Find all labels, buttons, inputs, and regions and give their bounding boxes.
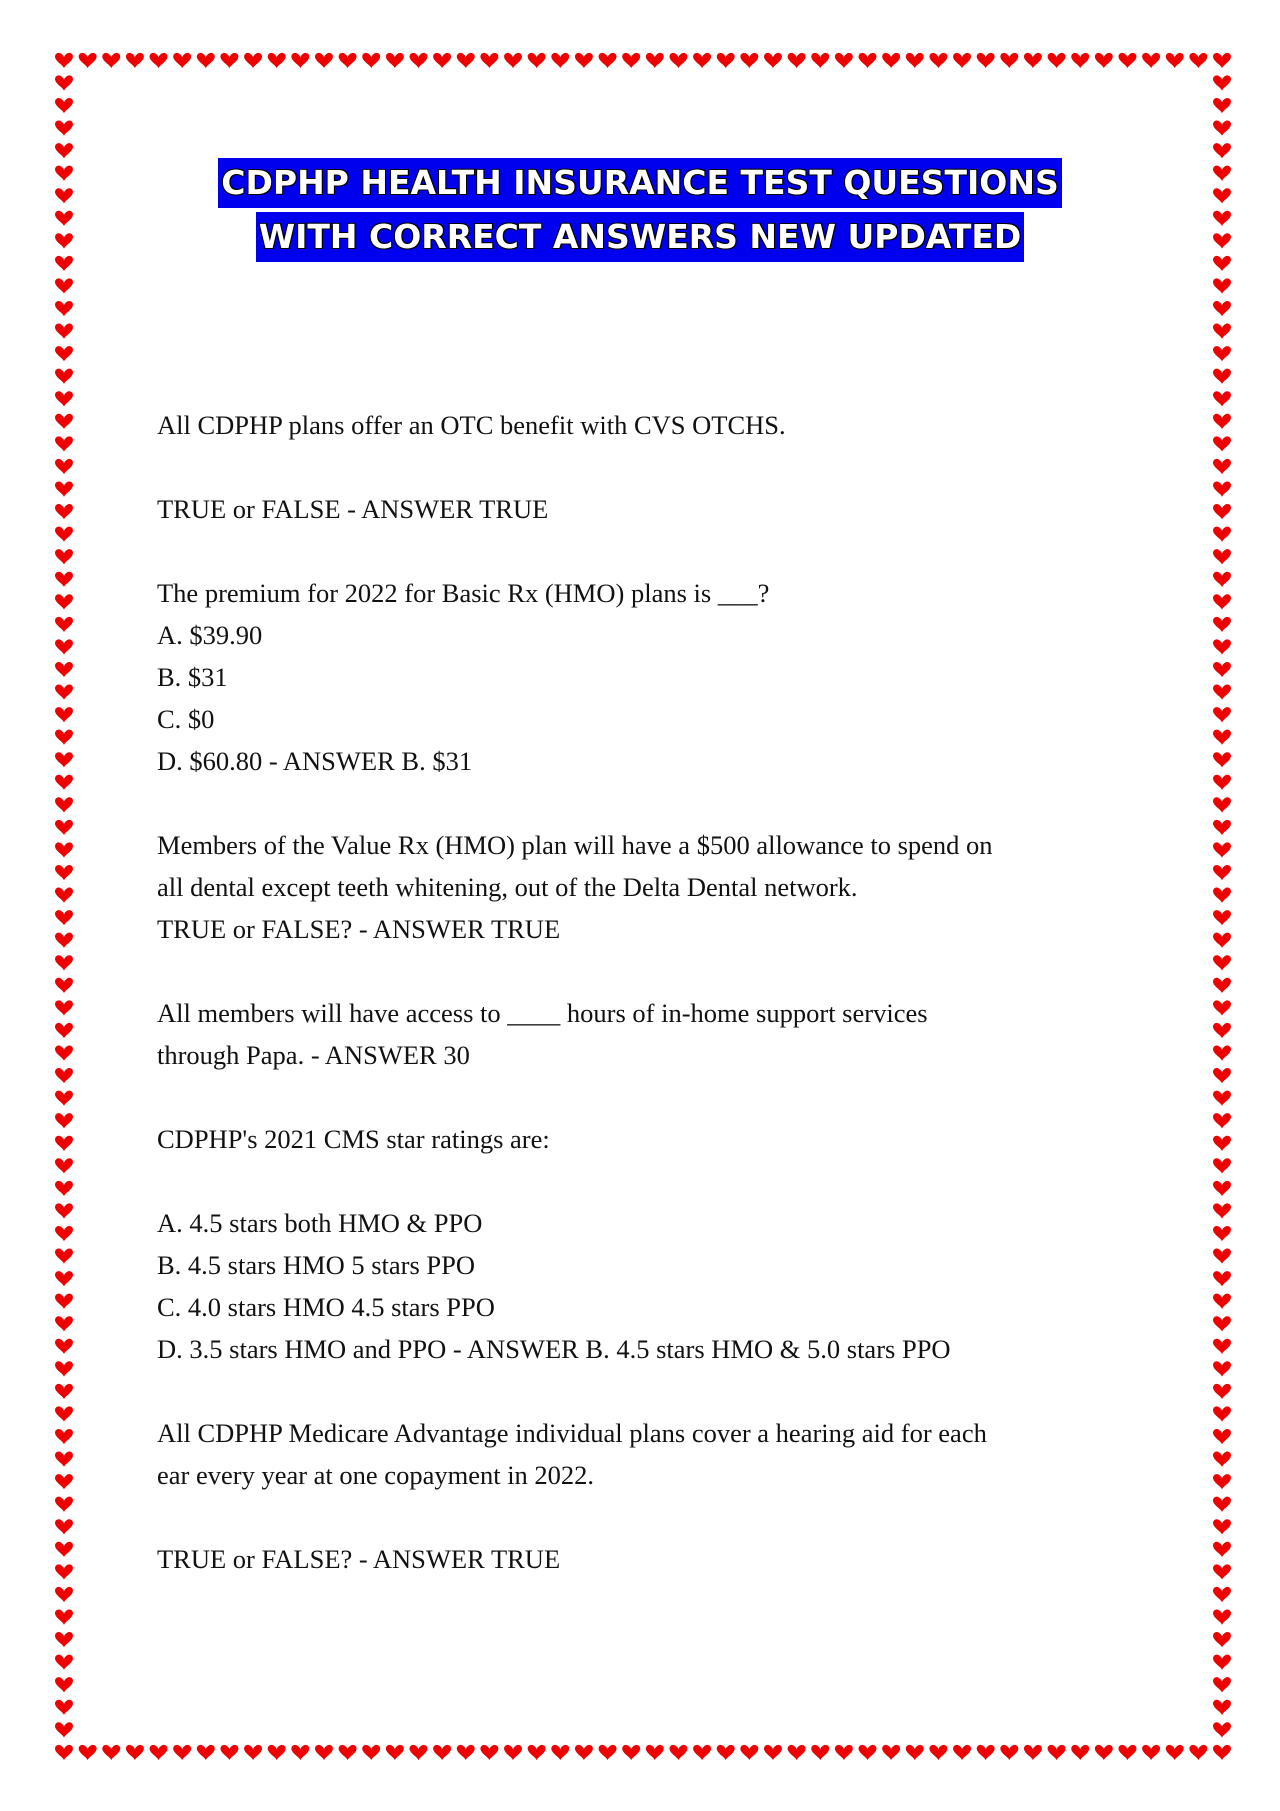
heart-icon bbox=[1213, 346, 1231, 361]
heart-icon bbox=[410, 53, 428, 68]
heart-icon bbox=[811, 53, 829, 68]
heart-icon bbox=[1213, 324, 1231, 339]
heart-icon bbox=[410, 1745, 428, 1760]
heart-icon bbox=[717, 1745, 735, 1760]
heart-icon bbox=[788, 1745, 806, 1760]
heart-icon bbox=[79, 53, 97, 68]
title-line-1: CDPHP HEALTH INSURANCE TEST QUESTIONS bbox=[218, 158, 1061, 208]
heart-icon bbox=[599, 1745, 617, 1760]
heart-icon bbox=[1213, 1226, 1231, 1241]
heart-icon bbox=[55, 549, 73, 564]
heart-icon bbox=[55, 820, 73, 835]
heart-icon bbox=[1213, 775, 1231, 790]
heart-icon bbox=[977, 53, 995, 68]
question-line: all dental except teeth whitening, out of the Delta Dental network. bbox=[157, 872, 858, 902]
heart-icon bbox=[504, 53, 522, 68]
heart-icon bbox=[1213, 549, 1231, 564]
question-list bbox=[157, 404, 1127, 1622]
heart-icon bbox=[1213, 685, 1231, 700]
heart-icon bbox=[1213, 1722, 1231, 1737]
heart-icon bbox=[55, 730, 73, 745]
heart-icon bbox=[55, 1226, 73, 1241]
question-star-ratings bbox=[157, 1118, 1127, 1160]
option-d-answer: D. 3.5 stars HMO and PPO - ANSWER B. 4.5 stars HMO & 5.0 stars PPO bbox=[157, 1334, 951, 1364]
heart-icon bbox=[55, 1181, 73, 1196]
heart-icon bbox=[55, 1045, 73, 1060]
heart-icon bbox=[55, 1497, 73, 1512]
heart-icon bbox=[859, 53, 877, 68]
heart-icon bbox=[1142, 53, 1160, 68]
heart-icon bbox=[220, 53, 238, 68]
heart-icon bbox=[55, 1249, 73, 1264]
heart-icon bbox=[1213, 459, 1231, 474]
heart-icon bbox=[457, 1745, 475, 1760]
heart-icon bbox=[55, 1745, 73, 1760]
heart-icon bbox=[173, 1745, 191, 1760]
heart-icon bbox=[244, 1745, 262, 1760]
heart-icon bbox=[669, 1745, 687, 1760]
heart-icon bbox=[669, 53, 687, 68]
heart-icon bbox=[1213, 1000, 1231, 1015]
heart-icon bbox=[1213, 797, 1231, 812]
heart-icon bbox=[126, 1745, 144, 1760]
heart-icon bbox=[55, 1452, 73, 1467]
heart-icon bbox=[1213, 1497, 1231, 1512]
heart-icon bbox=[551, 1745, 569, 1760]
heart-icon bbox=[55, 594, 73, 609]
heart-icon bbox=[55, 685, 73, 700]
heart-icon bbox=[1213, 1384, 1231, 1399]
heart-icon bbox=[126, 53, 144, 68]
heart-icon bbox=[1213, 414, 1231, 429]
heart-icon bbox=[55, 639, 73, 654]
star-rating-options bbox=[157, 1202, 1127, 1370]
heart-icon bbox=[1213, 1542, 1231, 1557]
heart-icon bbox=[1213, 1677, 1231, 1692]
heart-icon bbox=[1213, 752, 1231, 767]
heart-icon bbox=[150, 1745, 168, 1760]
heart-icon bbox=[1000, 53, 1018, 68]
heart-icon bbox=[268, 1745, 286, 1760]
heart-icon bbox=[315, 53, 333, 68]
heart-icon bbox=[1213, 1294, 1231, 1309]
heart-icon bbox=[55, 1316, 73, 1331]
heart-icon bbox=[1213, 1406, 1231, 1421]
heart-icon bbox=[339, 1745, 357, 1760]
option-c: C. 4.0 stars HMO 4.5 stars PPO bbox=[157, 1292, 495, 1322]
heart-icon bbox=[1189, 1745, 1207, 1760]
heart-icon bbox=[646, 1745, 664, 1760]
heart-icon bbox=[55, 527, 73, 542]
heart-icon bbox=[693, 1745, 711, 1760]
heart-icon bbox=[953, 1745, 971, 1760]
heart-icon bbox=[55, 955, 73, 970]
heart-icon bbox=[1213, 1249, 1231, 1264]
document-title bbox=[0, 158, 1280, 266]
heart-icon bbox=[315, 1745, 333, 1760]
heart-icon bbox=[1189, 53, 1207, 68]
heart-icon bbox=[1024, 53, 1042, 68]
heart-icon bbox=[1213, 1519, 1231, 1534]
heart-icon bbox=[55, 1271, 73, 1286]
heart-icon bbox=[55, 1677, 73, 1692]
heart-icon bbox=[1024, 1745, 1042, 1760]
heart-icon bbox=[528, 53, 546, 68]
heart-icon bbox=[835, 53, 853, 68]
question-dental bbox=[157, 824, 1127, 950]
heart-icon bbox=[55, 459, 73, 474]
heart-icon bbox=[1213, 955, 1231, 970]
heart-icon bbox=[906, 53, 924, 68]
heart-icon bbox=[480, 53, 498, 68]
question-otc bbox=[157, 404, 1127, 446]
heart-icon bbox=[622, 53, 640, 68]
heart-icon bbox=[693, 53, 711, 68]
heart-icon bbox=[1213, 1136, 1231, 1151]
heart-icon bbox=[1213, 1429, 1231, 1444]
heart-icon bbox=[55, 1609, 73, 1624]
heart-icon bbox=[291, 1745, 309, 1760]
heart-icon bbox=[55, 1000, 73, 1015]
heart-icon bbox=[1213, 1068, 1231, 1083]
heart-icon bbox=[1213, 707, 1231, 722]
heart-icon bbox=[788, 53, 806, 68]
heart-icon bbox=[55, 1339, 73, 1354]
heart-icon bbox=[55, 1587, 73, 1602]
heart-icon bbox=[575, 1745, 593, 1760]
heart-icon bbox=[197, 1745, 215, 1760]
answer-text: TRUE or FALSE - ANSWER TRUE bbox=[157, 494, 549, 524]
heart-icon bbox=[1213, 98, 1231, 113]
answer-text: TRUE or FALSE? - ANSWER TRUE bbox=[157, 1544, 561, 1574]
heart-icon bbox=[1213, 481, 1231, 496]
heart-icon bbox=[102, 1745, 120, 1760]
heart-icon bbox=[575, 53, 593, 68]
heart-icon bbox=[79, 1745, 97, 1760]
heart-icon bbox=[1213, 504, 1231, 519]
heart-icon bbox=[1213, 369, 1231, 384]
heart-icon bbox=[929, 53, 947, 68]
heart-icon bbox=[740, 53, 758, 68]
heart-icon bbox=[55, 143, 73, 158]
question-papa bbox=[157, 992, 1127, 1076]
heart-icon bbox=[55, 369, 73, 384]
heart-icon bbox=[55, 978, 73, 993]
heart-icon bbox=[55, 865, 73, 880]
question-premium bbox=[157, 572, 1127, 782]
heart-icon bbox=[953, 53, 971, 68]
heart-icon bbox=[55, 1023, 73, 1038]
title-line-2: WITH CORRECT ANSWERS NEW UPDATED bbox=[256, 212, 1025, 262]
heart-icon bbox=[929, 1745, 947, 1760]
heart-icon bbox=[55, 1700, 73, 1715]
heart-icon bbox=[55, 1113, 73, 1128]
heart-icon bbox=[835, 1745, 853, 1760]
heart-icon bbox=[1000, 1745, 1018, 1760]
heart-icon bbox=[859, 1745, 877, 1760]
heart-icon bbox=[55, 1068, 73, 1083]
heart-icon bbox=[1213, 1632, 1231, 1647]
heart-icon bbox=[1213, 978, 1231, 993]
heart-icon bbox=[291, 53, 309, 68]
heart-icon bbox=[717, 53, 735, 68]
heart-icon bbox=[1095, 53, 1113, 68]
heart-icon bbox=[1213, 1181, 1231, 1196]
heart-icon bbox=[102, 53, 120, 68]
heart-icon bbox=[1213, 842, 1231, 857]
option-d-answer: D. $60.80 - ANSWER B. $31 bbox=[157, 746, 473, 776]
heart-icon bbox=[55, 1203, 73, 1218]
heart-icon bbox=[220, 1745, 238, 1760]
heart-icon bbox=[1142, 1745, 1160, 1760]
heart-icon bbox=[1213, 1271, 1231, 1286]
heart-icon bbox=[55, 324, 73, 339]
heart-icon bbox=[622, 1745, 640, 1760]
heart-icon bbox=[599, 53, 617, 68]
heart-icon bbox=[1213, 1474, 1231, 1489]
heart-icon bbox=[55, 1474, 73, 1489]
heart-icon bbox=[1213, 1745, 1231, 1760]
heart-icon bbox=[55, 1136, 73, 1151]
heart-icon bbox=[55, 75, 73, 90]
heart-icon bbox=[740, 1745, 758, 1760]
heart-icon bbox=[1213, 910, 1231, 925]
heart-icon bbox=[1213, 1655, 1231, 1670]
heart-icon bbox=[55, 933, 73, 948]
heart-icon bbox=[1213, 730, 1231, 745]
heart-icon bbox=[1119, 1745, 1137, 1760]
heart-icon bbox=[55, 842, 73, 857]
heart-icon bbox=[811, 1745, 829, 1760]
heart-icon bbox=[55, 436, 73, 451]
option-b: B. 4.5 stars HMO 5 stars PPO bbox=[157, 1250, 476, 1280]
heart-icon bbox=[55, 797, 73, 812]
heart-icon bbox=[55, 910, 73, 925]
heart-icon bbox=[1166, 1745, 1184, 1760]
question-line: ear every year at one copayment in 2022. bbox=[157, 1460, 595, 1490]
heart-icon bbox=[55, 414, 73, 429]
question-line: Members of the Value Rx (HMO) plan will have a $500 allowance to spend on bbox=[157, 830, 993, 860]
heart-icon bbox=[55, 1429, 73, 1444]
heart-icon bbox=[1213, 1316, 1231, 1331]
heart-icon bbox=[1213, 143, 1231, 158]
heart-icon bbox=[55, 1519, 73, 1534]
heart-icon bbox=[1048, 53, 1066, 68]
heart-icon bbox=[55, 1722, 73, 1737]
heart-icon bbox=[764, 1745, 782, 1760]
heart-icon bbox=[55, 346, 73, 361]
heart-icon bbox=[1213, 1564, 1231, 1579]
heart-icon bbox=[1213, 933, 1231, 948]
heart-icon bbox=[1213, 594, 1231, 609]
heart-icon bbox=[55, 662, 73, 677]
heart-icon bbox=[528, 1745, 546, 1760]
heart-icon bbox=[1166, 53, 1184, 68]
heart-icon bbox=[1213, 1587, 1231, 1602]
heart-icon bbox=[646, 53, 664, 68]
heart-icon bbox=[1213, 1113, 1231, 1128]
heart-icon bbox=[1213, 572, 1231, 587]
heart-icon bbox=[55, 1384, 73, 1399]
heart-icon bbox=[504, 1745, 522, 1760]
heart-icon bbox=[1213, 1158, 1231, 1173]
heart-icon bbox=[55, 888, 73, 903]
heart-icon bbox=[1213, 436, 1231, 451]
heart-icon bbox=[1213, 888, 1231, 903]
heart-icon bbox=[55, 98, 73, 113]
heart-icon bbox=[55, 775, 73, 790]
heart-icon bbox=[55, 1158, 73, 1173]
answer-otc bbox=[157, 488, 1127, 530]
question-hearing-aid bbox=[157, 1412, 1127, 1496]
heart-icon bbox=[457, 53, 475, 68]
answer-hearing-aid bbox=[157, 1538, 1127, 1580]
heart-icon bbox=[1071, 1745, 1089, 1760]
heart-icon bbox=[480, 1745, 498, 1760]
heart-icon bbox=[55, 752, 73, 767]
heart-icon bbox=[268, 53, 286, 68]
heart-icon bbox=[55, 572, 73, 587]
heart-icon bbox=[551, 53, 569, 68]
heart-icon bbox=[906, 1745, 924, 1760]
heart-icon bbox=[55, 53, 73, 68]
heart-icon bbox=[1213, 1091, 1231, 1106]
heart-icon bbox=[1213, 865, 1231, 880]
heart-icon bbox=[1071, 53, 1089, 68]
heart-icon bbox=[1213, 639, 1231, 654]
heart-icon bbox=[1119, 53, 1137, 68]
heart-icon bbox=[55, 481, 73, 496]
heart-icon bbox=[433, 53, 451, 68]
option-c: C. $0 bbox=[157, 704, 215, 734]
answer-text: through Papa. - ANSWER 30 bbox=[157, 1040, 470, 1070]
heart-icon bbox=[1213, 527, 1231, 542]
question-line: All CDPHP Medicare Advantage individual plans cover a hearing aid for each bbox=[157, 1418, 987, 1448]
question-text: CDPHP's 2021 CMS star ratings are: bbox=[157, 1124, 550, 1154]
heart-icon bbox=[1213, 1452, 1231, 1467]
heart-icon bbox=[150, 53, 168, 68]
heart-icon bbox=[1213, 617, 1231, 632]
heart-icon bbox=[1213, 820, 1231, 835]
heart-icon bbox=[1213, 1045, 1231, 1060]
heart-icon bbox=[55, 617, 73, 632]
heart-icon bbox=[1213, 278, 1231, 293]
heart-icon bbox=[55, 1564, 73, 1579]
heart-icon bbox=[1213, 75, 1231, 90]
question-text: All CDPHP plans offer an OTC benefit with CVS OTCHS. bbox=[157, 410, 786, 440]
question-line: All members will have access to ____ hours of in-home support services bbox=[157, 998, 928, 1028]
heart-icon bbox=[1213, 301, 1231, 316]
heart-icon bbox=[1213, 1700, 1231, 1715]
heart-icon bbox=[1213, 1361, 1231, 1376]
heart-icon bbox=[339, 53, 357, 68]
heart-icon bbox=[386, 53, 404, 68]
heart-icon bbox=[386, 1745, 404, 1760]
heart-icon bbox=[55, 1294, 73, 1309]
option-a: A. 4.5 stars both HMO & PPO bbox=[157, 1208, 483, 1238]
heart-icon bbox=[977, 1745, 995, 1760]
heart-icon bbox=[197, 53, 215, 68]
heart-icon bbox=[244, 53, 262, 68]
answer-text: TRUE or FALSE? - ANSWER TRUE bbox=[157, 914, 561, 944]
heart-icon bbox=[1048, 1745, 1066, 1760]
heart-icon bbox=[362, 53, 380, 68]
heart-icon bbox=[1213, 391, 1231, 406]
heart-icon bbox=[882, 1745, 900, 1760]
heart-icon bbox=[55, 1091, 73, 1106]
heart-icon bbox=[362, 1745, 380, 1760]
heart-icon bbox=[55, 1655, 73, 1670]
heart-icon bbox=[55, 278, 73, 293]
heart-icon bbox=[1213, 1023, 1231, 1038]
heart-icon bbox=[1213, 1609, 1231, 1624]
heart-icon bbox=[55, 121, 73, 136]
heart-icon bbox=[55, 707, 73, 722]
option-b: B. $31 bbox=[157, 662, 228, 692]
heart-icon bbox=[882, 53, 900, 68]
heart-icon bbox=[55, 1406, 73, 1421]
heart-icon bbox=[55, 301, 73, 316]
question-text: The premium for 2022 for Basic Rx (HMO) plans is ___? bbox=[157, 578, 770, 608]
heart-icon bbox=[1213, 1203, 1231, 1218]
heart-icon bbox=[173, 53, 191, 68]
heart-icon bbox=[55, 504, 73, 519]
heart-icon bbox=[1213, 53, 1231, 68]
option-a: A. $39.90 bbox=[157, 620, 263, 650]
heart-icon bbox=[55, 391, 73, 406]
heart-icon bbox=[1213, 662, 1231, 677]
heart-icon bbox=[55, 1361, 73, 1376]
heart-icon bbox=[764, 53, 782, 68]
heart-icon bbox=[1213, 1339, 1231, 1354]
heart-icon bbox=[1213, 121, 1231, 136]
heart-icon bbox=[55, 1542, 73, 1557]
heart-icon bbox=[433, 1745, 451, 1760]
heart-icon bbox=[1095, 1745, 1113, 1760]
heart-icon bbox=[55, 1632, 73, 1647]
